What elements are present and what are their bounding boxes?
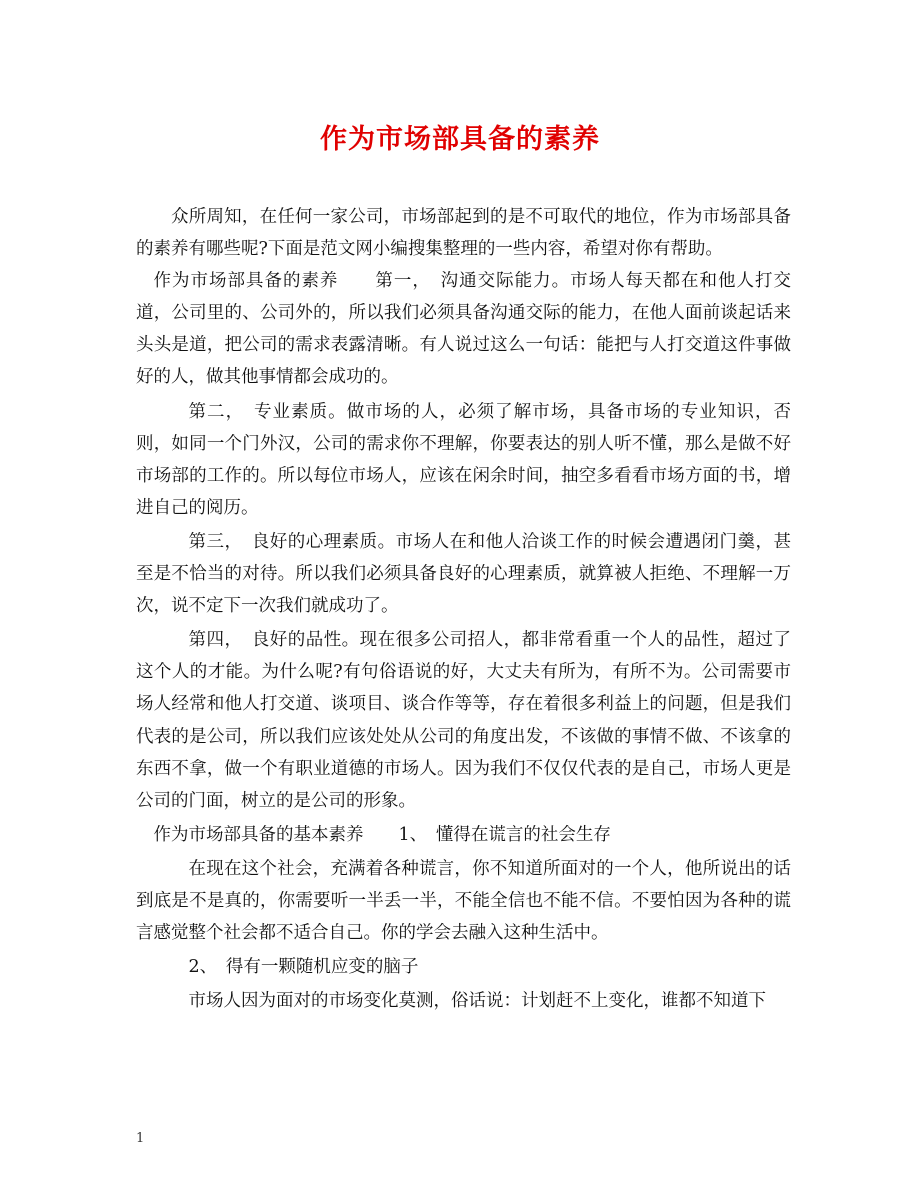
- paragraph-second: 第二， 专业素质。做市场的人，必须了解市场，具备市场的专业知识，否则，如同一个门外汉，公司的需求你不理解，你要表达的别人听不懂，那么是做不好市场部的工作的。所以每位市场人，应该在闲余时间，抽空多看看市场方面的书，增进自己的阅历。: [136, 401, 791, 518]
- paragraph-third: 第三， 良好的心理素质。市场人在和他人洽谈工作的时候会遭遇闭门羹，甚至是不恰当的对待。所以我们必须具备良好的心理素质，就算被人拒绝、不理解一万次，说不定下一次我们就成功了。: [136, 531, 791, 617]
- document-body: [136, 201, 791, 1017]
- paragraph-lies: 在现在这个社会，充满着各种谎言，你不知道所面对的一个人，他所说出的话到底是不是真的，你需要听一半丢一半，不能全信也不能不信。不要怕因为各种的谎言感觉整个社会都不适合自己。你的学会去融入这种生活中。: [136, 858, 791, 944]
- paragraph-second-point: 2、 得有一颗随机应变的脑子: [188, 957, 419, 978]
- paragraph-fourth: 第四， 良好的品性。现在很多公司招人，都非常看重一个人的品性，超过了这个人的才能。为什么呢?有句俗语说的好，大丈夫有所为，有所不为。公司需要市场人经常和他人打交道、谈项目、谈合作等等，存在着很多利益上的问题，但是我们代表的是公司，所以我们应该处处从公司的角度出发，不该做的事情不做、不该拿的东西不拿，做一个有职业道德的市场人。因为我们不仅仅代表的是自己，市场人更是公司的门面，树立的是公司的形象。: [136, 630, 791, 811]
- document-title: 作为市场部具备的素养: [320, 124, 600, 155]
- paragraph-basic-heading: 作为市场部具备的基本素养 1、 懂得在谎言的社会生存: [153, 824, 611, 845]
- paragraph-market-change: 市场人因为面对的市场变化莫测，俗话说：计划赶不上变化，谁都不知道下: [188, 991, 766, 1012]
- paragraph-intro: 众所周知，在任何一家公司，市场部起到的是不可取代的地位，作为市场部具备的素养有哪些呢?下面是范文网小编搜集整理的一些内容，希望对你有帮助。: [136, 207, 791, 260]
- page-number: 1: [136, 1131, 145, 1146]
- paragraph-first: 作为市场部具备的素养 第一， 沟通交际能力。市场人每天都在和他人打交道，公司里的、公司外的，所以我们必须具备沟通交际的能力，在他人面前谈起话来头头是道，把公司的需求表露清晰。有人说过这么一句话：能把与人打交道这件事做好的人，做其他事情都会成功的。: [136, 271, 791, 388]
